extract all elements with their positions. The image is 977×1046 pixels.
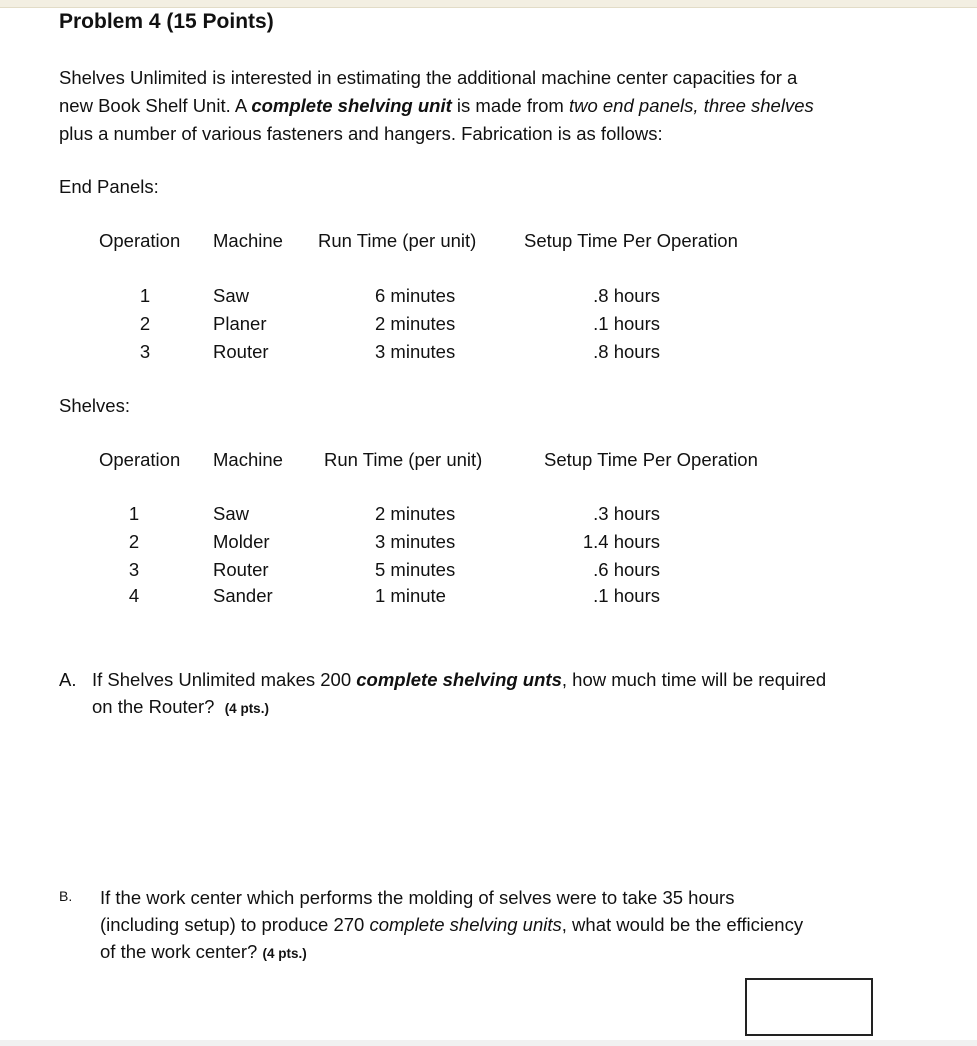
ep-machine: Saw bbox=[213, 285, 249, 306]
ep-op: 1 bbox=[139, 285, 151, 306]
sh-header-machine: Machine bbox=[213, 449, 283, 470]
sh-header-operation: Operation bbox=[99, 449, 181, 470]
emphasis-complete-unit: complete shelving unit bbox=[251, 95, 452, 116]
intro-line-1: Shelves Unlimited is interested in estimating the additional machine center capacities for a bbox=[59, 67, 798, 88]
top-divider bbox=[0, 0, 977, 8]
sh-setup-time: .6 hours bbox=[593, 559, 660, 580]
ep-setup-time: .8 hours bbox=[593, 285, 660, 306]
ep-op: 2 bbox=[139, 313, 151, 334]
sh-run-time: 5 minutes bbox=[375, 559, 456, 580]
question-b-points: (4 pts.) bbox=[262, 946, 307, 961]
sh-machine: Molder bbox=[213, 531, 270, 552]
emphasis-components: two end panels, three shelves bbox=[568, 95, 814, 116]
sh-machine: Router bbox=[213, 559, 269, 580]
question-a-text: If Shelves Unlimited makes 200 complete shelving unts, how much time will be required on the Router? (4 pts.) bbox=[92, 669, 827, 717]
ep-op: 3 bbox=[139, 341, 151, 362]
end-panels-label: End Panels: bbox=[59, 176, 159, 197]
sh-setup-time: 1.4 hours bbox=[582, 531, 660, 552]
sh-header-setup-time: Setup Time Per Operation bbox=[544, 449, 758, 470]
bottom-edge bbox=[0, 1040, 977, 1046]
ep-setup-time: .1 hours bbox=[593, 313, 660, 334]
problem-title: Problem 4 (15 Points) bbox=[59, 10, 274, 33]
ep-header-setup-time: Setup Time Per Operation bbox=[524, 230, 738, 251]
ep-setup-time: .8 hours bbox=[593, 341, 660, 362]
sh-machine: Saw bbox=[213, 503, 249, 524]
sh-setup-time: .1 hours bbox=[593, 585, 660, 606]
intro-line-3: plus a number of various fasteners and hangers. Fabrication is as follows: bbox=[59, 123, 663, 144]
sh-op: 3 bbox=[128, 559, 140, 580]
question-a-points: (4 pts.) bbox=[224, 701, 269, 716]
ep-run-time: 3 minutes bbox=[375, 341, 456, 362]
question-a-marker: A. bbox=[59, 669, 77, 690]
sh-op: 1 bbox=[128, 503, 140, 524]
intro-paragraph bbox=[59, 64, 919, 148]
sh-run-time: 3 minutes bbox=[375, 531, 456, 552]
ep-machine: Router bbox=[213, 341, 269, 362]
ep-machine: Planer bbox=[213, 313, 267, 334]
ep-run-time: 6 minutes bbox=[375, 285, 456, 306]
intro-line-2: new Book Shelf Unit. A complete shelving unit is made from two end panels, three shelves bbox=[59, 95, 814, 116]
sh-run-time: 1 minute bbox=[375, 585, 446, 606]
sh-op: 2 bbox=[128, 531, 140, 552]
sh-machine: Sander bbox=[213, 585, 273, 606]
sh-setup-time: .3 hours bbox=[593, 503, 660, 524]
answer-box[interactable] bbox=[745, 978, 873, 1036]
question-b-marker: B. bbox=[59, 888, 73, 904]
sh-run-time: 2 minutes bbox=[375, 503, 456, 524]
ep-run-time: 2 minutes bbox=[375, 313, 456, 334]
ep-header-machine: Machine bbox=[213, 230, 283, 251]
ep-header-operation: Operation bbox=[99, 230, 181, 251]
sh-header-run-time: Run Time (per unit) bbox=[324, 449, 483, 470]
question-b-text: If the work center which performs the molding of selves were to take 35 hours (including setup) to produce 270 complete shelving units, what would be the efficiency of the work center? (4 pts.) bbox=[100, 887, 804, 962]
ep-header-run-time: Run Time (per unit) bbox=[318, 230, 477, 251]
sh-op: 4 bbox=[128, 585, 140, 606]
shelves-label: Shelves: bbox=[59, 395, 130, 416]
